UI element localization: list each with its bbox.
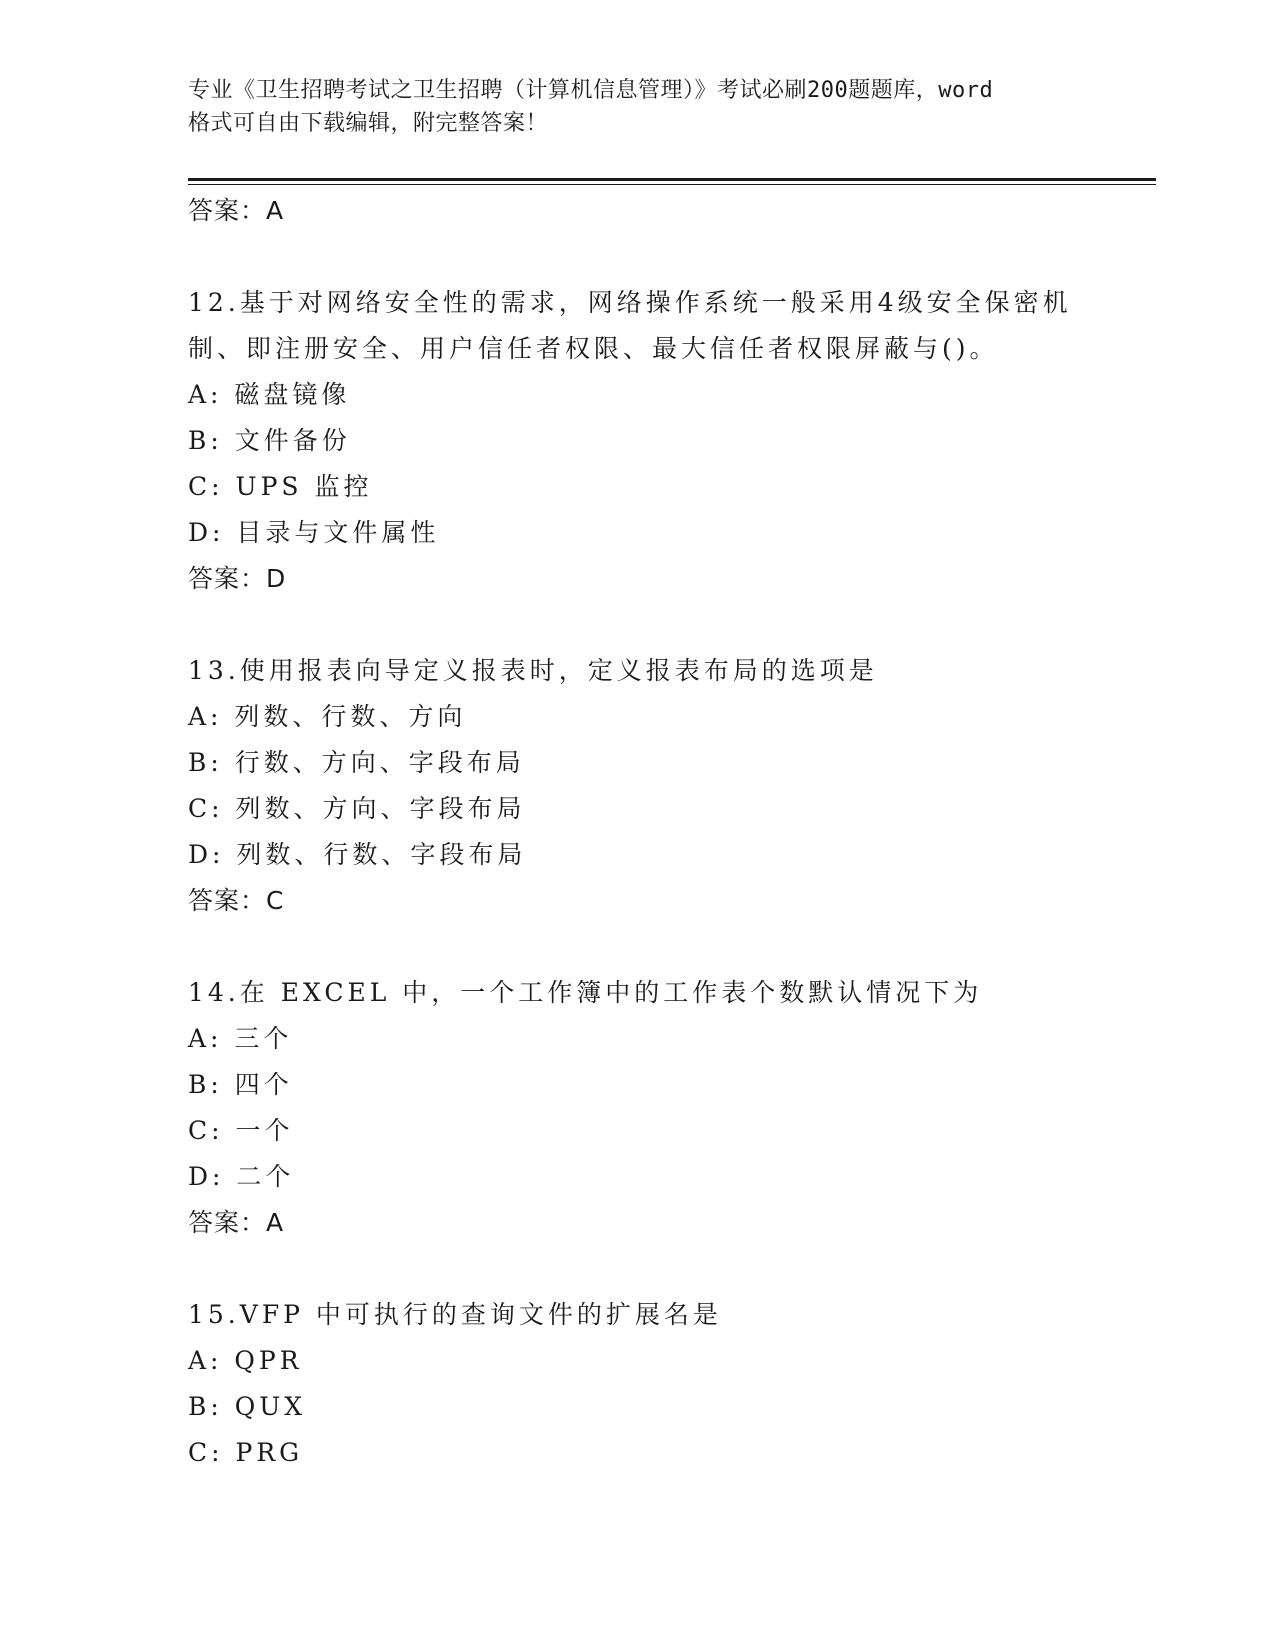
option-a: A: QPR	[188, 1346, 303, 1375]
question-stem: 12.基于对网络安全性的需求，网络操作系统一般采用4级安全保密机	[188, 288, 1072, 317]
option-b: B: 四个	[188, 1070, 293, 1099]
header-title-line-1: 专业《卫生招聘考试之卫生招聘（计算机信息管理）》考试必刷200题题库，word	[188, 78, 994, 103]
header-divider-thick	[188, 178, 1156, 181]
option-a: A: 三个	[188, 1024, 293, 1053]
question-stem-continued: 制、即注册安全、用户信任者权限、最大信任者权限屏蔽与()。	[188, 334, 999, 363]
option-d: D: 二个	[188, 1162, 295, 1191]
document-page	[188, 0, 1158, 1650]
question-12	[188, 280, 1156, 602]
option-b: B: 文件备份	[188, 426, 351, 455]
option-c: C: 一个	[188, 1116, 294, 1145]
option-a: A: 磁盘镜像	[188, 380, 351, 409]
previous-answer: 答案：A	[188, 196, 285, 225]
header-title-line-2: 格式可自由下载编辑，附完整答案！	[188, 111, 549, 136]
question-stem: 14.在 EXCEL 中，一个工作簿中的工作表个数默认情况下为	[188, 978, 983, 1007]
question-stem: 15.VFP 中可执行的查询文件的扩展名是	[188, 1300, 722, 1329]
document-header	[188, 74, 1088, 140]
answer-line: 答案：A	[188, 1208, 285, 1237]
question-15	[188, 1292, 1156, 1476]
spacer	[188, 924, 1156, 970]
question-list	[188, 188, 1156, 1476]
question-stem: 13.使用报表向导定义报表时，定义报表布局的选项是	[188, 656, 878, 685]
option-d: D: 目录与文件属性	[188, 518, 440, 547]
answer-line: 答案：C	[188, 886, 285, 915]
spacer	[188, 602, 1156, 648]
option-c: C: PRG	[188, 1438, 304, 1467]
question-14	[188, 970, 1156, 1246]
answer-line: 答案：D	[188, 564, 287, 593]
option-c: C: UPS 监控	[188, 472, 373, 501]
option-d: D: 列数、行数、字段布局	[188, 840, 527, 869]
header-divider-thin	[188, 184, 1156, 185]
option-b: B: 行数、方向、字段布局	[188, 748, 525, 777]
option-c: C: 列数、方向、字段布局	[188, 794, 526, 823]
spacer	[188, 1246, 1156, 1292]
question-13	[188, 648, 1156, 924]
option-b: B: QUX	[188, 1392, 307, 1421]
spacer	[188, 234, 1156, 280]
option-a: A: 列数、行数、方向	[188, 702, 467, 731]
